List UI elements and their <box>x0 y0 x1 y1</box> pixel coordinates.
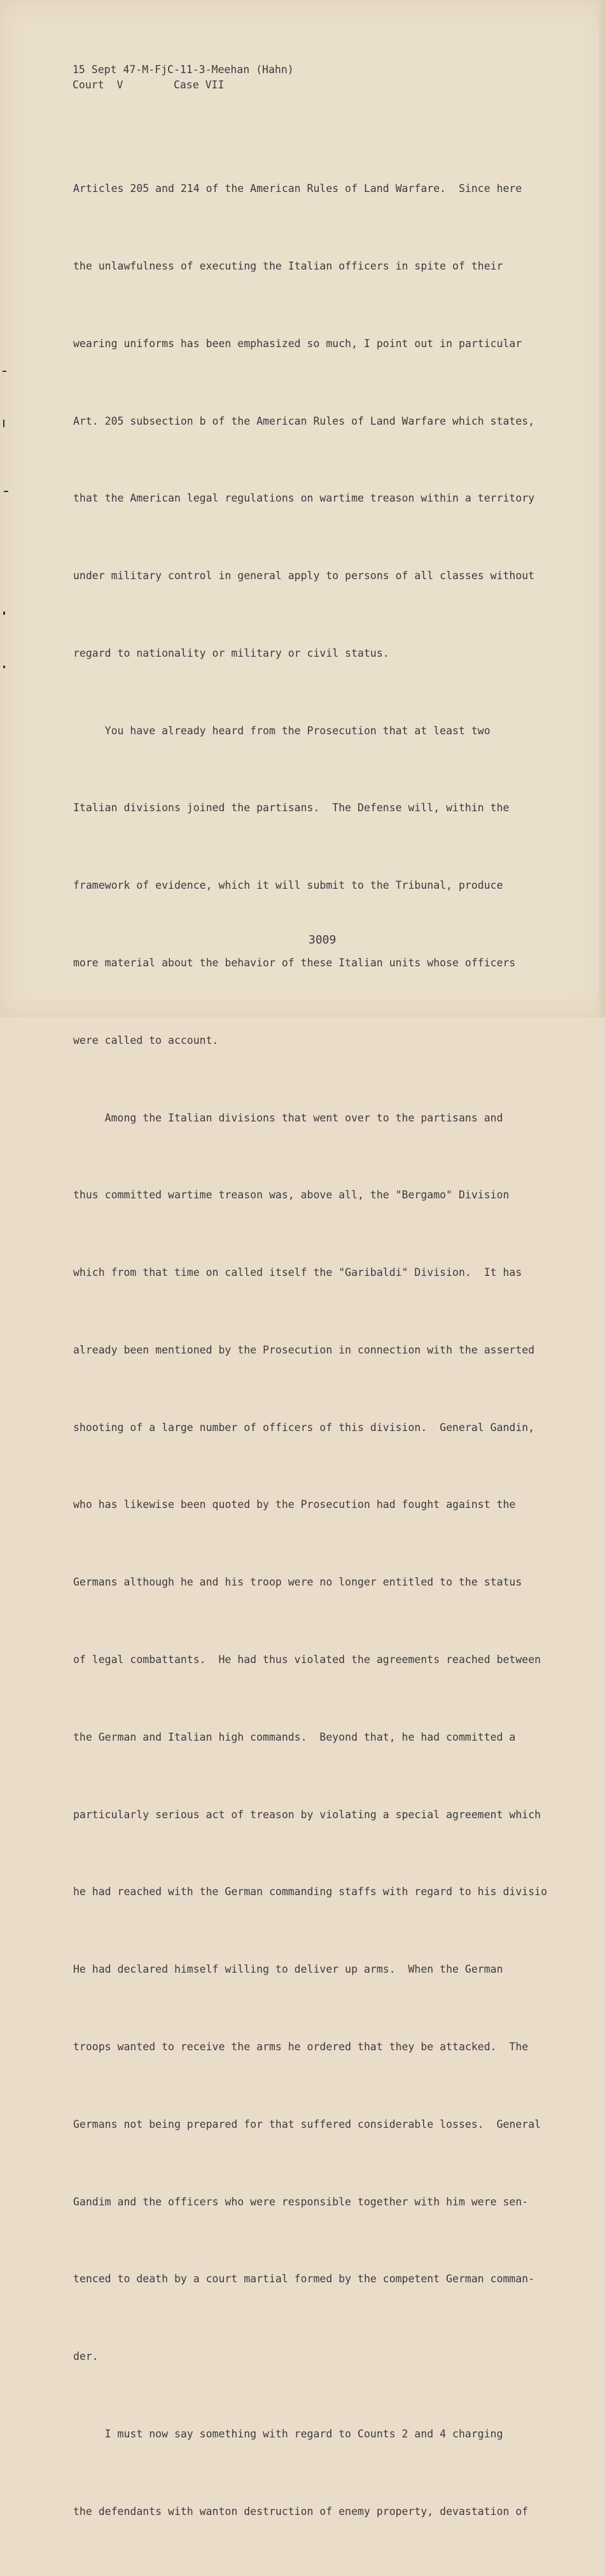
body-line: He had declared himself willing to deliver up arms. When the German <box>73 1963 503 1976</box>
body-line: Articles 205 and 214 of the American Rules of Land Warfare. Since here <box>73 182 522 195</box>
body-line: I must now say something with regard to Counts 2 and 4 charging <box>73 2427 503 2440</box>
body-line: were called to account. <box>73 1034 219 1046</box>
body-line: regard to nationality or military or civil status. <box>73 647 389 659</box>
body-line: troops wanted to receive the arms he ordered that they be attacked. The <box>73 2040 529 2053</box>
margin-mark <box>3 666 5 668</box>
page-number: 3009 <box>309 933 337 947</box>
margin-mark <box>3 612 5 615</box>
body-line: You have already heard from the Prosecution that at least two <box>73 724 490 737</box>
body-line: already been mentioned by the Prosecution in connection with the asserted <box>73 1343 535 1356</box>
body-line: Italian divisions joined the partisans. The Defense will, within the <box>73 802 510 814</box>
body-line: framework of evidence, which it will submit to the Tribunal, produce <box>73 879 503 892</box>
body-line: Art. 205 subsection b of the American Rules of Land Warfare which states, <box>73 414 535 427</box>
header-line-1: 15 Sept 47-M-FjC-11-3-Meehan (Hahn) <box>73 64 294 76</box>
body-line: which from that time on called itself the "Garibaldi" Division. It has <box>73 1266 522 1279</box>
document-body <box>73 125 576 2576</box>
header-line-2: Court V Case VII <box>73 79 225 91</box>
body-line: Gandim and the officers who were responsible together with him were sen- <box>73 2195 529 2208</box>
body-line: he had reached with the German commanding staffs with regard to his divisio <box>73 1886 548 1898</box>
paper-edge <box>599 0 605 1017</box>
body-line: of legal combattants. He had thus violated the agreements reached between <box>73 1654 541 1666</box>
body-line: thus committed wartime treason was, above all, the "Bergamo" Division <box>73 1189 510 1202</box>
body-line: wearing uniforms has been emphasized so much, I point out in particular <box>73 337 522 350</box>
body-line: the unlawfulness of executing the Italian officers in spite of their <box>73 259 503 272</box>
body-line: the German and Italian high commands. Beyond that, he had committed a <box>73 1730 516 1743</box>
margin-mark <box>4 491 8 492</box>
body-line: tenced to death by a court martial formed by the competent German comman- <box>73 2273 535 2285</box>
margin-mark <box>3 420 4 427</box>
body-line: Germans not being prepared for that suffered considerable losses. General <box>73 2118 541 2130</box>
body-line: shooting of a large number of officers of this division. General Gandin, <box>73 1421 535 1434</box>
body-line: under military control in general apply to persons of all classes without <box>73 570 535 582</box>
body-line: Among the Italian divisions that went over to the partisans and <box>73 1111 503 1124</box>
body-line: particularly serious act of treason by violating a special agreement which <box>73 1808 541 1821</box>
margin-mark <box>3 371 6 372</box>
body-line: the defendants with wanton destruction of enemy property, devastation of <box>73 2505 529 2518</box>
body-line: Germans although he and his troop were no longer entitled to the status <box>73 1576 522 1589</box>
body-line: who has likewise been quoted by the Prosecution had fought against the <box>73 1498 516 1511</box>
body-line: that the American legal regulations on wartime treason within a territory <box>73 492 535 505</box>
body-line: der. <box>73 2350 99 2363</box>
document-header <box>73 62 294 93</box>
body-line: more material about the behavior of these Italian units whose officers <box>73 957 516 969</box>
